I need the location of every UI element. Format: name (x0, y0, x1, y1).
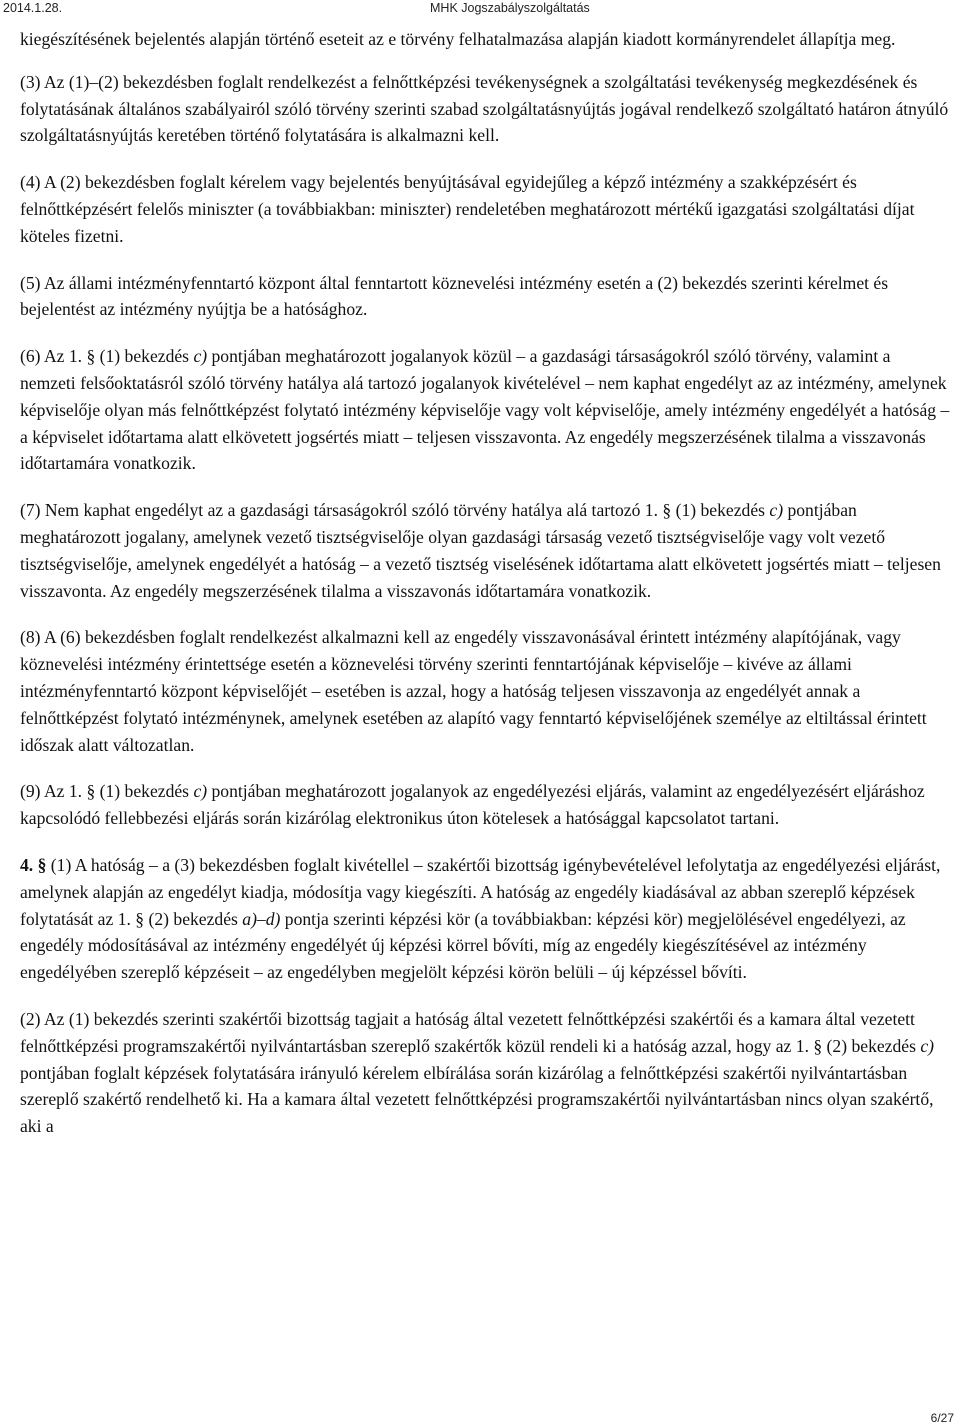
paragraph-9: (9) Az 1. § (1) bekezdés c) pontjában meghatározott jogalanyok az engedélyezési eljárás, valamint az engedélyezésért eljáráshoz kapcsolódó fellebbezési eljárás során kizárólag elektronikus úton kötelesek a hatósággal kapcsolatot tartani. (20, 781, 925, 829)
paragraph-continuation: kiegészítésének bejelentés alapján történő eseteit az e törvény felhatalmazása alapján kiadott kormányrendelet állapítja meg. (20, 29, 896, 49)
paragraph-8: (8) A (6) bekezdésben foglalt rendelkezést alkalmazni kell az engedély visszavonásával érintett intézmény alapítójának, vagy köznevelési intézmény érintettsége esetén a köznevelési törvény szerinti fenntartójának képviselője – kivéve az állami intézményfenntartó központ képviselőjét – esetében is azzal, hogy a hatóság teljesen visszavonja az engedélyét annak a felnőttképzést folytató intézménynek, amelynek esetében az alapító vagy fenntartó képviselőjének személye az eltiltással érintett időszak alatt változatlan. (20, 627, 927, 755)
page-number: 6/27 (930, 1411, 954, 1425)
print-title: MHK Jogszabályszolgáltatás (430, 1, 590, 15)
paragraph-3: (3) Az (1)–(2) bekezdésben foglalt rendelkezést a felnőttképzési tevékenységnek a szolgáltatási tevékenység megkezdésének és folytatásának általános szabályairól szóló törvény szerinti szabad szolgáltatásnyújtás jogával rendelkező szolgáltató határon átnyúló szolgáltatásnyújtás keretében történő folytatására is alkalmazni kell. (20, 71, 949, 146)
section-4-paragraph-1: 4. § (1) A hatóság – a (3) bekezdésben foglalt kivétellel – szakértői bizottság igénybevételével lefolytatja az engedélyezési eljárást, amelynek alapján az engedélyt kiadja, módosítja vagy kiegészíti. A hatóság az engedély kiadásával az abban szereplő képzések folytatását az 1. § (2) bekezdés a)–d) pontja szerinti képzési kör (a továbbiakban: képzési kör) megjelölésével engedélyezi, az engedély módosításával az intézmény engedélyét új képzési körrel bővíti, míg az engedély kiegészítésével az intézmény engedélyében szereplő képzéseit – az engedélyben megjelölt képzési körön belüli – új képzéssel bővíti. (20, 854, 941, 983)
document-body (20, 26, 950, 1160)
paragraph-6: (6) Az 1. § (1) bekezdés c) pontjában meghatározott jogalanyok közül – a gazdasági társaságokról szóló törvény, valamint a nemzeti felsőoktatásról szóló törvény hatálya alá tartozó jogalanyok kivételével – nem kaphat engedélyt az az intézmény, amelynek képviselője olyan más felnőttképzést folytató intézmény képviselője vagy volt képviselője, amely intézmény engedélyét a hatóság – a képviselet időtartama alatt elkövetett jogsértés miatt – teljesen visszavonta. Az engedély megszerzésének tilalma a visszavonás időtartamára vonatkozik. (20, 346, 950, 474)
print-header (0, 0, 960, 20)
paragraph-4: (4) A (2) bekezdésben foglalt kérelem vagy bejelentés benyújtásával egyidejűleg a képző intézmény a szakképzésért és felnőttképzésért felelős miniszter (a továbbiakban: miniszter) rendeletében meghatározott mértékű igazgatási szolgáltatási díjat köteles fizetni. (20, 172, 915, 246)
paragraph-7: (7) Nem kaphat engedélyt az a gazdasági társaságokról szóló törvény hatálya alá tartozó 1. § (1) bekezdés c) pontjában meghatározott jogalany, amelynek vezető tisztségviselője olyan gazdasági társaság vezető tisztségviselője vagy volt vezető tisztségviselője, amelynek engedélyét a hatóság – a vezető tisztség viselésének időtartama alatt elkövetett jogsértés miatt – teljesen visszavonta. Az engedély megszerzésének tilalma a visszavonás időtartamára vonatkozik. (20, 500, 941, 601)
section-4-paragraph-2: (2) Az (1) bekezdés szerinti szakértői bizottság tagjait a hatóság által vezetett felnőttképzési szakértői és a kamara által vezetett felnőttképzési programszakértői nyilvántartásban szereplő szakértők közül rendeli ki a hatóság azzal, hogy az 1. § (2) bekezdés c) pontjában foglalt képzések folytatására irányuló kérelem elbírálása során kizárólag a felnőttképzési szakértői nyilvántartásban szereplő szakértő rendelhető ki. Ha a kamara által vezetett felnőttképzési programszakértői nyilvántartásban nincs olyan szakértő, aki a (20, 1008, 935, 1137)
paragraph-5: (5) Az állami intézményfenntartó központ által fenntartott köznevelési intézmény esetén a (2) bekezdés szerinti kérelmet és bejelentést az intézmény nyújtja be a hatósághoz. (20, 272, 889, 320)
section-number: 4. § (20, 854, 47, 875)
print-date: 2014.1.28. (3, 1, 63, 15)
